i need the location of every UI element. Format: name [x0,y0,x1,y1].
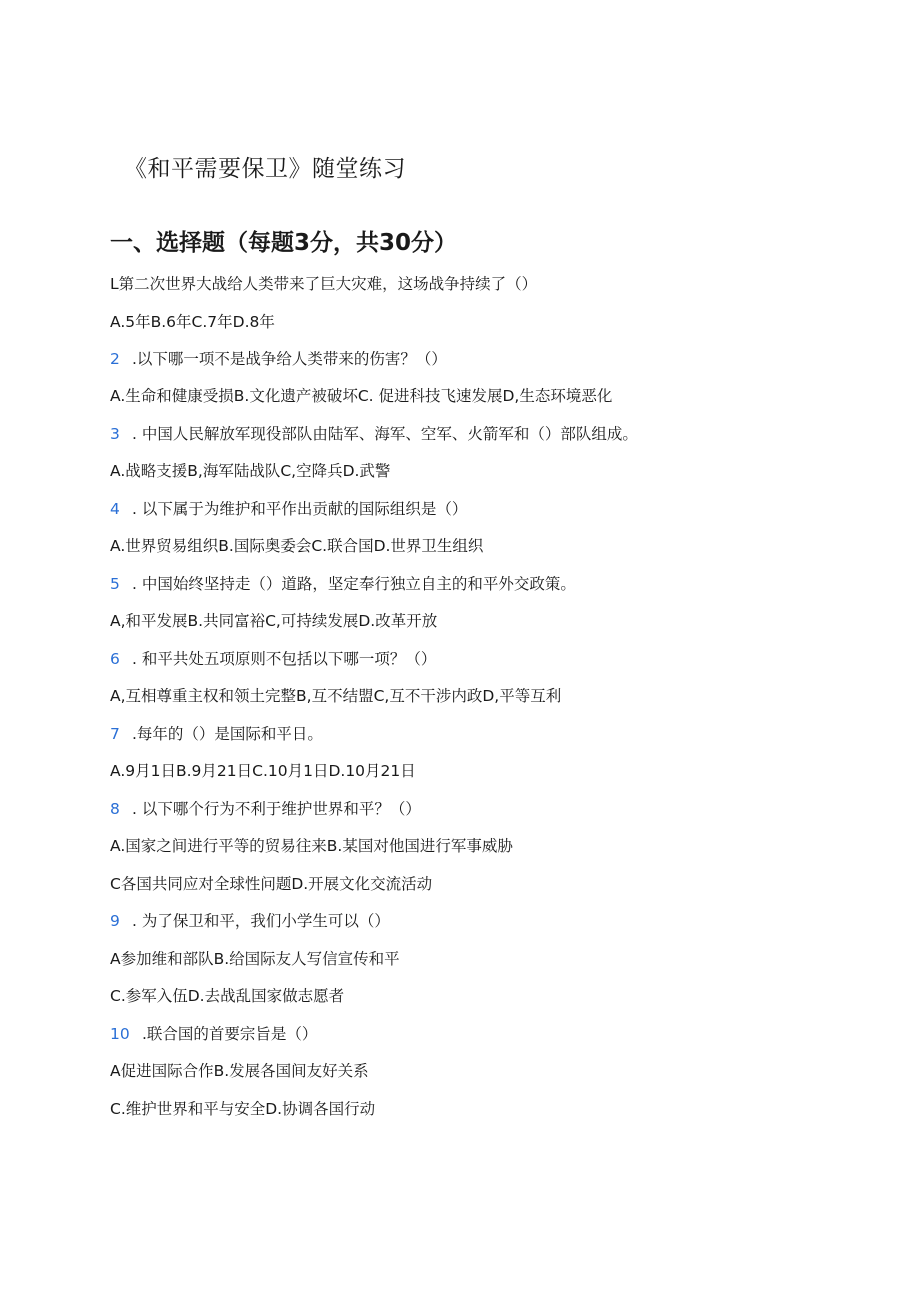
question-4-options: A.世界贸易组织B.国际奥委会C.联合国D.世界卫生组织 [110,537,484,555]
question-8 [110,799,421,819]
question-10 [110,1024,317,1044]
question-text: .每年的（）是国际和平日。 [132,725,323,743]
question-7 [110,724,323,744]
question-text: .以下哪一项不是战争给人类带来的伤害？（） [132,350,447,368]
question-number: 4 [110,500,120,518]
question-6 [110,649,436,669]
question-text: . 以下属于为维护和平作出贡献的国际组织是（） [132,500,468,518]
question-text: . 以下哪个行为不利于维护世界和平？（） [132,800,421,818]
question-number: 10 [110,1025,130,1043]
question-9 [110,911,390,931]
document-title: 《和平需要保卫》随堂练习 [124,156,406,182]
section-heading: 一、选择题（每题3分，共30分） [110,230,458,256]
question-text: . 中国人民解放军现役部队由陆军、海军、空军、火箭军和（）部队组成。 [132,425,638,443]
question-number: 6 [110,650,120,668]
question-number: 2 [110,350,120,368]
question-10-options-2: C.维护世界和平与安全D.协调各国行动 [110,1100,376,1118]
question-1-text: L第二次世界大战给人类带来了巨大灾难，这场战争持续了（） [110,275,538,293]
question-6-options: A,互相尊重主权和领土完整B,互不结盟C,互不干涉内政D,平等互利 [110,687,562,705]
question-1-options: A.5年B.6年C.7年D.8年 [110,313,275,331]
question-number: 7 [110,725,120,743]
question-number: 8 [110,800,120,818]
question-number: 5 [110,575,120,593]
question-number: 9 [110,912,120,930]
question-3 [110,424,638,444]
question-8-options-2: C各国共同应对全球性问题D.开展文化交流活动 [110,875,433,893]
question-text: .联合国的首要宗旨是（） [142,1025,318,1043]
question-text: . 为了保卫和平，我们小学生可以（） [132,912,390,930]
question-2-options: A.生命和健康受损B.文化遗产被破坏C. 促进科技飞速发展D,生态环境恶化 [110,387,613,405]
question-3-options: A.战略支援B,海军陆战队C,空降兵D.武警 [110,462,391,480]
question-4 [110,499,467,519]
question-8-options-1: A.国家之间进行平等的贸易往来B.某国对他国进行军事威胁 [110,837,513,855]
question-5-options: A,和平发展B.共同富裕C,可持续发展D.改革开放 [110,612,438,630]
question-text: . 中国始终坚持走（）道路，坚定奉行独立自主的和平外交政策。 [132,575,576,593]
question-9-options-2: C.参军入伍D.去战乱国家做志愿者 [110,987,345,1005]
question-9-options-1: A参加维和部队B.给国际友人写信宣传和平 [110,950,400,968]
question-2 [110,349,447,369]
question-number: 3 [110,425,120,443]
question-text: . 和平共处五项原则不包括以下哪一项？（） [132,650,437,668]
question-10-options-1: A促进国际合作B.发展各国间友好关系 [110,1062,369,1080]
question-5 [110,574,576,594]
question-7-options: A.9月1日B.9月21日C.10月1日D.10月21日 [110,762,416,780]
